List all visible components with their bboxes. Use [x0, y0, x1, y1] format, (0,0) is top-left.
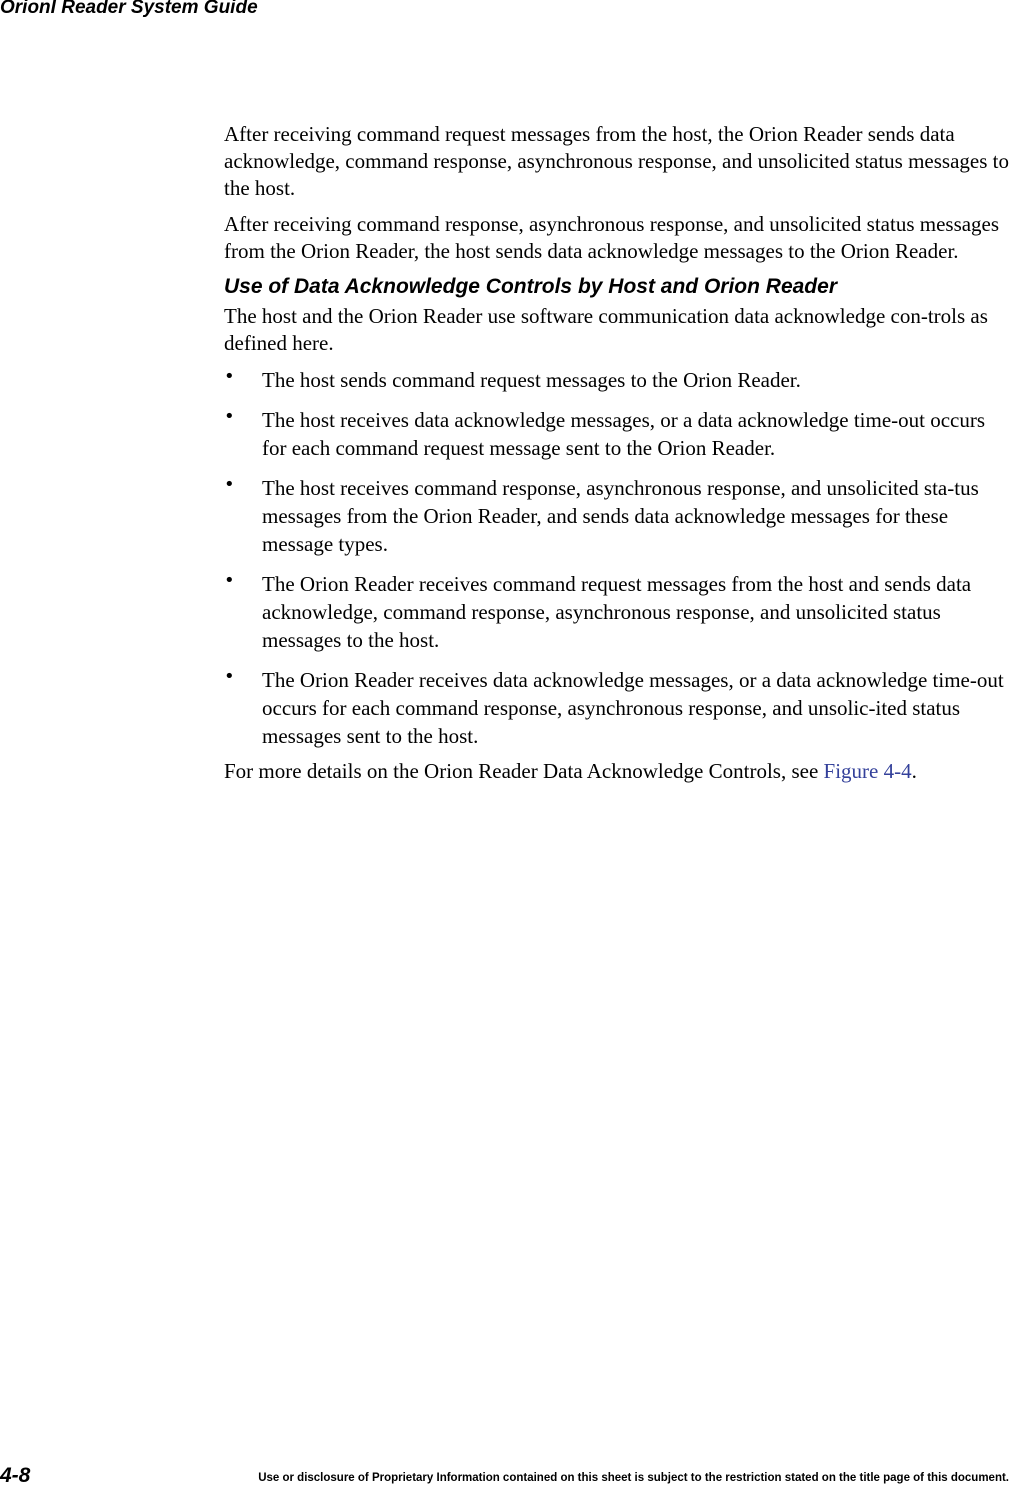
- running-header-title: OrionI Reader System Guide: [0, 0, 258, 18]
- document-body: [224, 121, 1011, 785]
- section-heading: Use of Data Acknowledge Controls by Host and Orion Reader: [224, 275, 837, 298]
- list-item: [224, 406, 1011, 462]
- list-item: [224, 366, 1011, 394]
- closing-paragraph: [224, 758, 1011, 785]
- list-item-text: The host receives data acknowledge messages, or a data acknowledge time-out occurs for each command request message sent to the Orion Reader.: [262, 408, 986, 460]
- list-item: [224, 474, 1011, 558]
- bullet-list: [224, 366, 1011, 750]
- paragraph-host-messages: After receiving command request messages from the host, the Orion Reader sends data acknowledge, command response, asynchronous response, and unsolicited status messages to the host.: [224, 122, 1009, 200]
- list-item-text: The host sends command request messages to the Orion Reader.: [262, 368, 801, 392]
- bullet-icon: •: [224, 570, 235, 591]
- figure-link[interactable]: Figure 4-4: [823, 759, 912, 783]
- bullet-icon: •: [224, 406, 235, 427]
- bullet-icon: •: [224, 666, 235, 687]
- proprietary-notice: Use or disclosure of Proprietary Information contained on this sheet is subject to the restriction stated on the title page of this document.: [258, 1472, 1009, 1484]
- closing-text: For more details on the Orion Reader Data Acknowledge Controls, see: [224, 759, 824, 783]
- bullet-icon: •: [224, 366, 235, 387]
- list-item-text: The host receives command response, asynchronous response, and unsolicited sta-tus messages from the Orion Reader, and sends data acknowledge messages for these message types.: [262, 476, 979, 556]
- section-intro: The host and the Orion Reader use software communication data acknowledge con-trols as defined here.: [224, 304, 988, 355]
- list-item: [224, 666, 1011, 750]
- list-item-text: The Orion Reader receives data acknowledge messages, or a data acknowledge time-out occurs for each command response, asynchronous response, and unsolic-ited status messages sent to the host.: [262, 668, 1004, 748]
- list-item: [224, 570, 1011, 654]
- bullet-icon: •: [224, 474, 235, 495]
- paragraph-reader-messages: After receiving command response, asynchronous response, and unsolicited status messages from the Orion Reader, the host sends data acknowledge messages to the Orion Reader.: [224, 212, 1000, 263]
- page-number: 4-8: [0, 1464, 31, 1487]
- closing-end: .: [911, 759, 917, 783]
- list-item-text: The Orion Reader receives command request messages from the host and sends data acknowledge, command response, asynchronous response, and unsolicited status messages to the host.: [262, 572, 972, 652]
